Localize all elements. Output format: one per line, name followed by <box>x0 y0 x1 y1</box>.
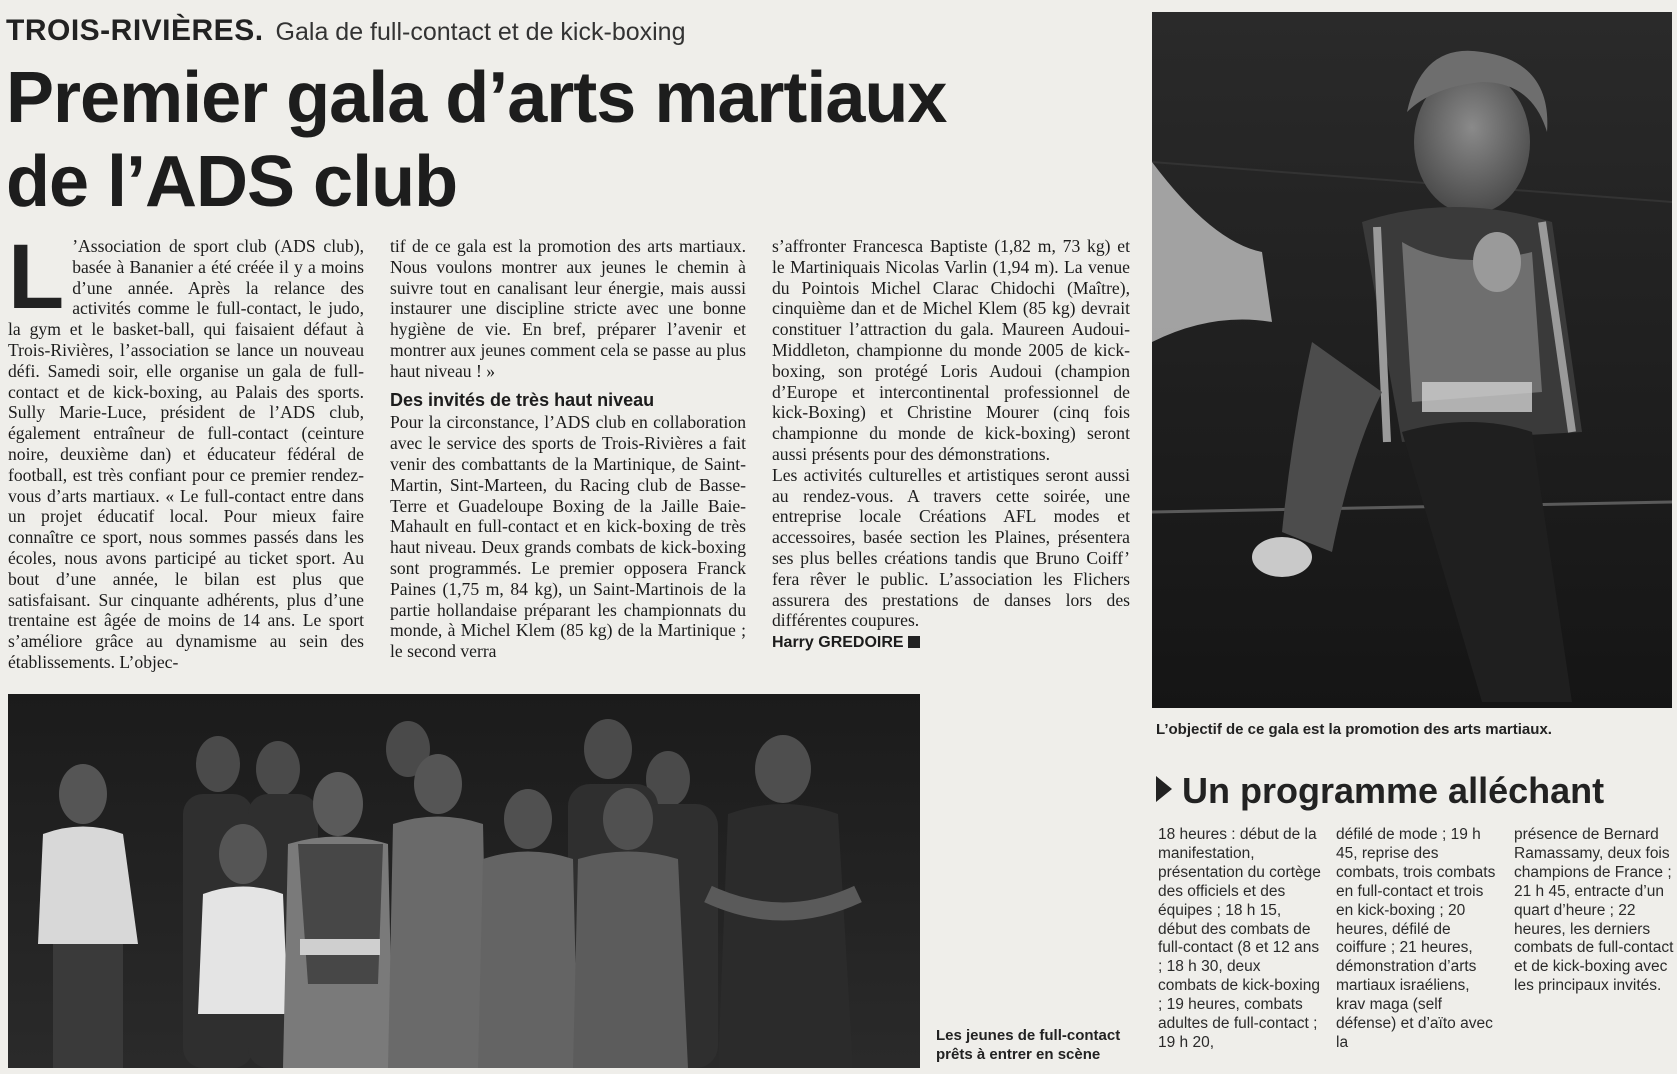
article-column-2 <box>390 236 746 662</box>
article-text-col2a: tif de ce gala est la promotion des arts martiaux. Nous voulons montrer aux jeunes le chemin à suivre tout en canalisant leur énergie, mais aussi instaurer une discipline stricte avec une bonne hygiène de vie. En bref, préparer l’avenir et montrer aux jeunes comment cela se passe au plus haut niveau ! » <box>390 236 746 381</box>
photo-group-illustration <box>8 694 920 1068</box>
article-text-col3b: Les activités culturelles et artistiques seront aussi au rendez-vous. A travers cette soirée, une entreprise locale Créations AFL modes et accessoires, basée section les Plaines, présentera ses plus belles créations tandis que Bruno Coiff’ fera rêver le public. L’association les Flichers assurera des prestations de danses lors des différentes coupures. <box>772 464 1130 631</box>
byline-author: Harry GREDOIRE <box>772 634 904 652</box>
programme-title <box>1156 770 1604 812</box>
article-column-1 <box>8 226 364 673</box>
kicker-place: TROIS-RIVIÈRES. <box>6 14 264 47</box>
kicker <box>6 14 685 48</box>
programme-column-1: 18 heures : début de la manifestation, présentation du cortège des officiels et des équipes ; 18 h 15, début des combats de full-contact (8 et 12 ans ; 18 h 30, deux combats de kick-boxing ; 19 heures, combats adultes de full-contact ; 19 h 20, <box>1158 826 1321 1051</box>
headline <box>6 56 1136 224</box>
programme-title-text: Un programme alléchant <box>1182 770 1605 811</box>
caption-bottom-photo: Les jeunes de full-contact prêts à entrer en scène <box>936 1027 1121 1063</box>
article-column-3 <box>772 236 1130 654</box>
article-subhead: Des invités de très haut niveau <box>390 389 655 410</box>
end-mark-icon <box>908 636 920 648</box>
programme-column-2: défilé de mode ; 19 h 45, reprise des combats, trois combats en full-contact et trois en kick-boxing ; 20 heures, défilé de coiffure ; 21 heures, démonstration d’arts martiaux israéliens, krav maga (self défense) et d’aïto avec la <box>1336 826 1496 1051</box>
byline <box>772 633 1130 654</box>
photo-group-young-fighters <box>8 694 920 1068</box>
programme-column-3: présence de Bernard Ramassamy, deux fois champions de France ; 21 h 45, entracte d’un quart d’heure ; 22 heures, les derniers combats de full-contact et de kick-boxing avec les principaux invités. <box>1514 826 1674 995</box>
article-text-col1: ’Association de sport club (ADS club), basée à Bananier a été créée il y a moins d’une année. Après la relance des activités comme le full-contact, le judo, la gym et le basket-ball, qui faisaient défaut à Trois-Rivières, l’association se lance un nouveau défi. Samedi soir, elle organise un gala de full-contact et de kick-boxing, au Palais des sports. Sully Marie-Luce, président de l’ADS club, également entraîneur de full-contact (ceinture noire, deuxième dan) et éducateur fédéral de football, est très confiant pour ce premier rendez-vous d’arts martiaux. « Le full-contact entre dans un projet éducatif local. Pour mieux faire connaître ce sport, nous sommes passés dans les écoles, nous avons participé au ticket sport. Au bout d’une année, le bilan est plus que satisfaisant. Sur cinquante adhérents, plus d’une trentaine est âgée de moins de 14 ans. Le sport s’améliore grâce au dynamisme au sein des établissements. L’objec- <box>8 236 364 672</box>
article-text-col3a: s’affronter Francesca Baptiste (1,82 m, 73 kg) et le Martiniquais Nicolas Varlin (1,94 m). La venue du Pointois Michel Clarac Chidochi (Maître), cinquième dan et de Michel Klem (85 kg) devrait constituer l’attraction du gala. Maureen Audoui-Middleton, championne du monde 2005 de kick-boxing, son protégé Loris Audoui (champion d’Europe et intercontinental professionnel de kick-Boxing) et Christine Mourer (cinq fois championne du monde de kick-boxing) seront aussi présents pour des démonstrations. <box>772 236 1130 464</box>
headline-line-2: de l’ADS club <box>6 142 458 222</box>
article-text-col2b: Pour la circonstance, l’ADS club en collaboration avec le service des sports de Trois-Rivières a fait venir des combattants de la Martinique, de Saint-Martin, Sint-Marteen, du Racing club de Basse-Terre et Guadeloupe Boxing de la Jaille Baie-Mahault en full-contact et en kick-boxing de très haut niveau. Deux grands combats de kick-boxing sont programmés. Le premier opposera Franck Paines (1,75 m, 84 kg), un Saint-Martinois de la partie hollandaise préparant les championnats du monde, à Michel Klem (85 kg) de la Martinique ; le second verra <box>390 412 746 662</box>
photo-young-fighter <box>1152 12 1672 708</box>
headline-line-1: Premier gala d’arts martiaux <box>6 58 947 138</box>
caption-top-photo: L’objectif de ce gala est la promotion des arts martiaux. <box>1156 721 1552 738</box>
drop-cap: L <box>8 226 65 328</box>
photo-fighter-illustration <box>1152 12 1672 708</box>
kicker-subtitle: Gala de full-contact et de kick-boxing <box>275 18 686 46</box>
triangle-right-icon <box>1156 776 1172 802</box>
